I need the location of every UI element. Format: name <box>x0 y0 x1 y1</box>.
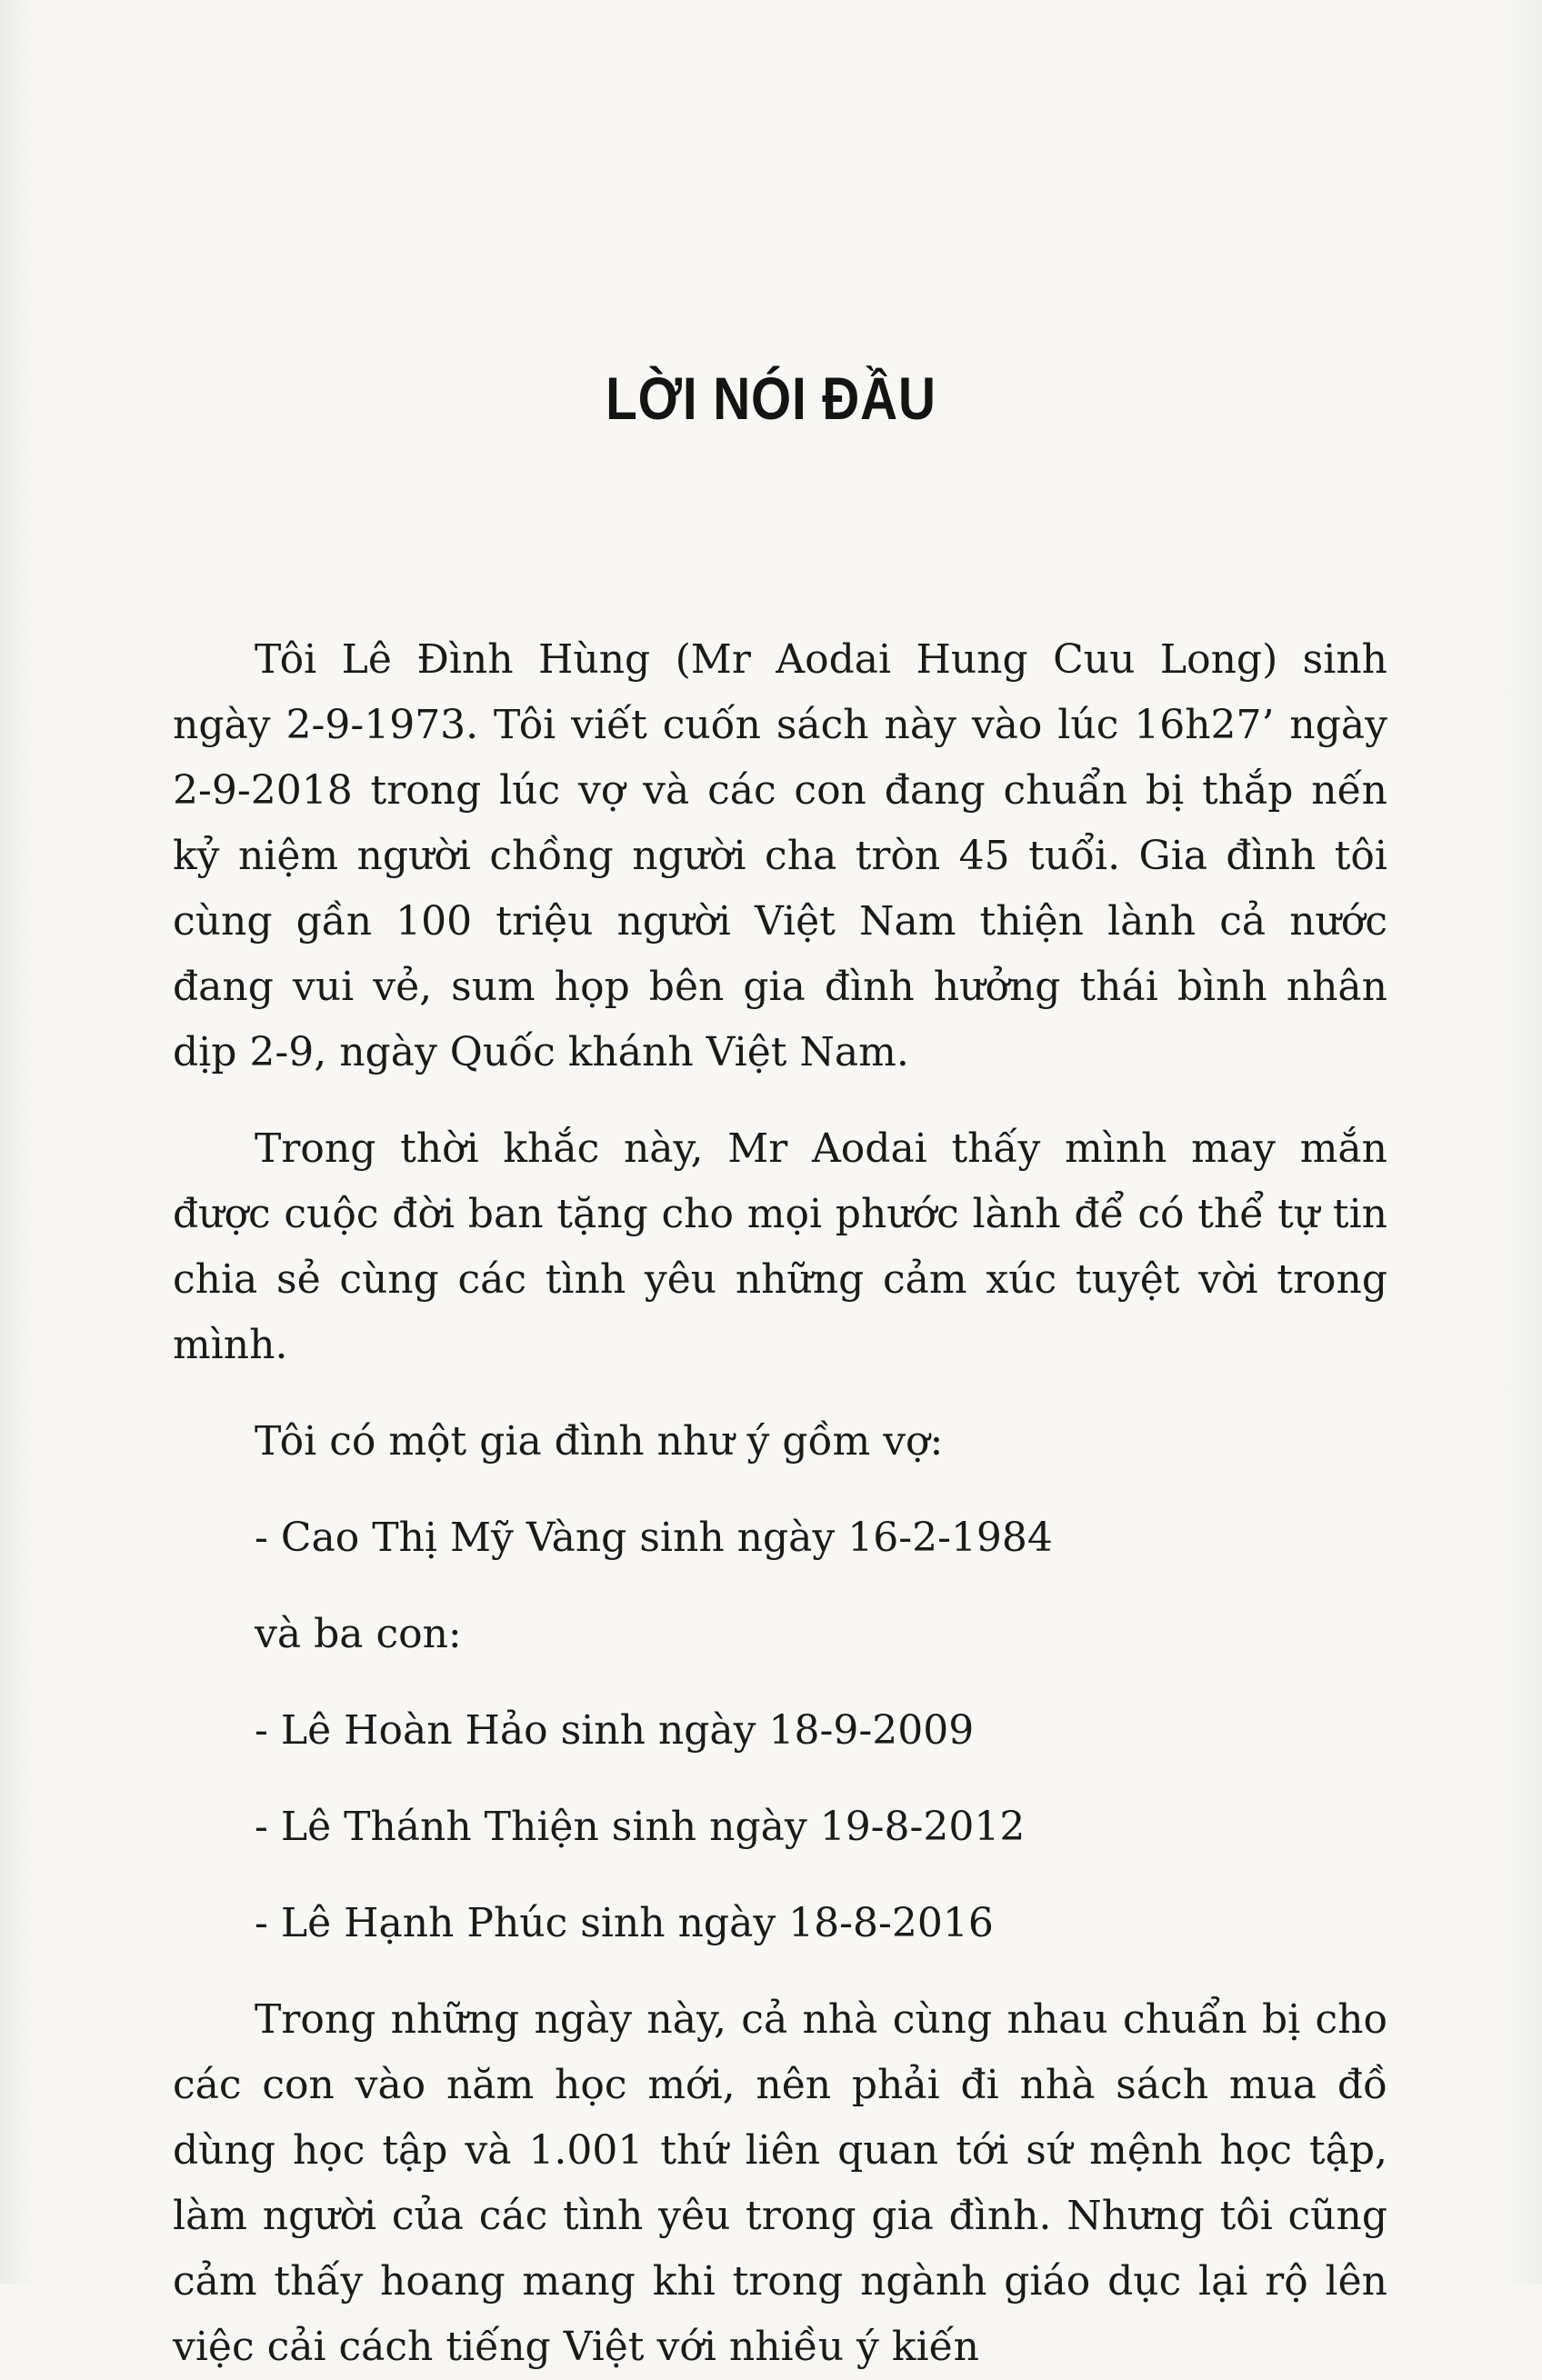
paragraph-moment: Trong thời khắc này, Mr Aodai thấy mình may mắn được cuộc đời ban tặng cho mọi phước lành để có thể tự tin chia sẻ cùng các tình yêu những cảm xúc tuyệt vời trong mình. <box>173 1125 1387 1368</box>
paragraph-intro: Tôi Lê Đình Hùng (Mr Aodai Hung Cuu Long) sinh ngày 2-9-1973. Tôi viết cuốn sách này vào lúc 16h27’ ngày 2-9-2018 trong lúc vợ và các con đang chuẩn bị thắp nến kỷ niệm người chồng người cha tròn 45 tuổi. Gia đình tôi cùng gần 100 triệu người Việt Nam thiện lành cả nước đang vui vẻ, sum họp bên gia đình hưởng thái bình nhân dịp 2-9, ngày Quốc khánh Việt Nam. <box>173 636 1387 1075</box>
family-intro: Tôi có một gia đình như ý gồm vợ: <box>255 1418 944 1465</box>
children-intro: và ba con: <box>255 1611 462 1657</box>
paragraph-closing: Trong những ngày này, cả nhà cùng nhau chuẩn bị cho các con vào năm học mới, nên phải đi nhà sách mua đồ dùng học tập và 1.001 thứ liên quan tới sứ mệnh học tập, làm người của các tình yêu trong gia đình. Nhưng tôi cũng cảm thấy hoang mang khi trong ngành giáo dục lại rộ lên việc cải cách tiếng Việt với nhiều ý kiến <box>173 1996 1387 2370</box>
child-entry: - Lê Thánh Thiện sinh ngày 19-8-2012 <box>255 1804 1026 1850</box>
body-text <box>173 627 1387 2380</box>
child-entry: - Lê Hoàn Hảo sinh ngày 18-9-2009 <box>255 1707 975 1754</box>
child-entry: - Lê Hạnh Phúc sinh ngày 18-8-2016 <box>255 1900 994 1946</box>
page-title: LỜI NÓI ĐẦU <box>606 365 936 432</box>
wife-entry: - Cao Thị Mỹ Vàng sinh ngày 16-2-1984 <box>255 1515 1053 1561</box>
